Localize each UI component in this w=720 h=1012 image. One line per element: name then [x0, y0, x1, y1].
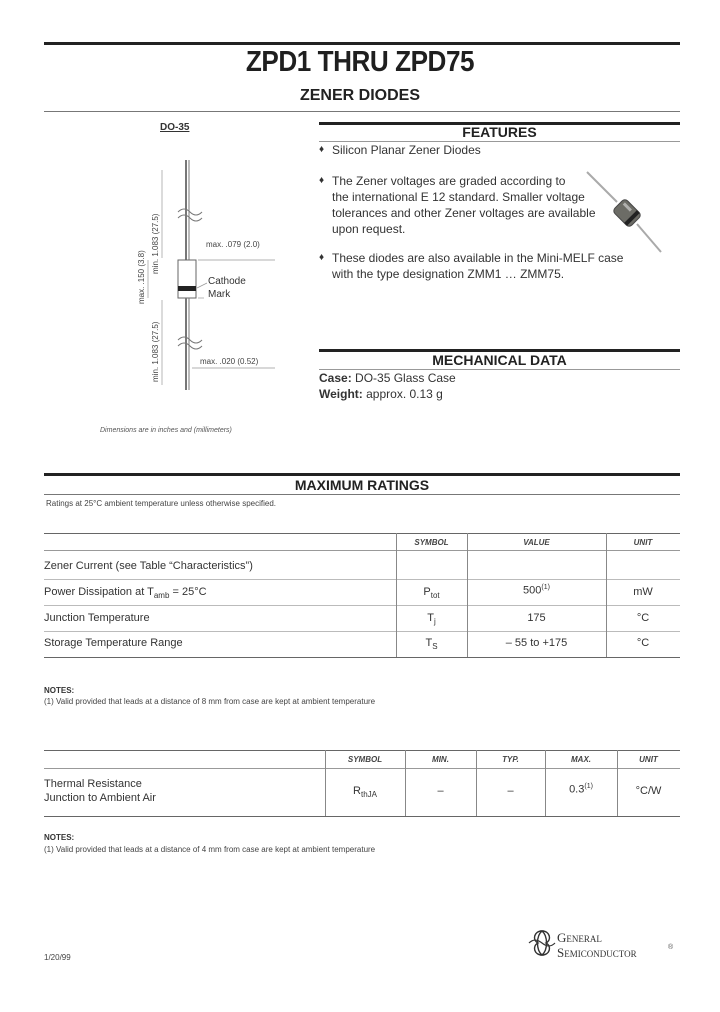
thermal-min: –: [437, 785, 444, 797]
feature-item-2: The Zener voltages are graded according to the international E 12 standard. Smaller voltage tolerances and other Zener voltages are available upon request.: [332, 174, 596, 236]
mechanical-weight: Weight: approx. 0.13 g: [319, 387, 443, 401]
dim-body-length: max. .150 (3.8): [137, 250, 146, 304]
col-min: MIN.: [432, 755, 449, 764]
logo-wordmark-line1: General: [557, 930, 602, 945]
cathode-label-line1: Cathode: [208, 276, 246, 287]
thermal-notes-text: (1) Valid provided that leads at a distance of 4 mm from case are kept at ambient temperature: [44, 845, 376, 854]
package-name: DO-35: [160, 122, 190, 133]
table-row-unit: °C: [636, 612, 650, 624]
table-row-value: 175: [527, 612, 546, 624]
feature-item-3: These diodes are also available in the Mini-MELF case with the type designation ZMM1 … ZMM75.: [332, 251, 624, 281]
footer-date: 1/20/99: [44, 953, 71, 962]
ratings-note: Ratings at 25°C ambient temperature unless otherwise specified.: [46, 499, 276, 508]
table-row-value: – 55 to +175: [505, 637, 568, 649]
page-title: ZPD1 THRU ZPD75: [245, 46, 475, 78]
table-row-unit: mW: [633, 586, 653, 598]
ratings-notes-title: NOTES:: [44, 686, 75, 695]
table-row-param: Junction Temperature: [44, 612, 150, 624]
col-unit: UNIT: [633, 538, 653, 547]
dimensions-note: Dimensions are in inches and (millimeters): [100, 427, 232, 434]
col-typ: TYP.: [502, 755, 519, 764]
dim-lead-diameter: max. .020 (0.52): [200, 357, 259, 366]
subtitle-rule: [44, 111, 680, 112]
dim-lead-bottom: min. 1.083 (27.5): [151, 321, 160, 382]
ratings-notes-text: (1) Valid provided that leads at a distance of 8 mm from case are kept at ambient temperature: [44, 697, 376, 706]
col-max: MAX.: [571, 755, 591, 764]
bullet-icon: ♦: [319, 144, 325, 155]
top-rule: [44, 42, 680, 45]
features-heading: FEATURES: [462, 124, 537, 140]
thermal-max: 0.3$^{(1)}$: [569, 783, 593, 796]
mechanical-case: Case: DO-35 Glass Case: [319, 371, 456, 385]
dim-lead-top: min. 1.083 (27.5): [151, 213, 160, 274]
table-row-unit: °C: [636, 637, 650, 649]
col-value: VALUE: [523, 538, 550, 547]
cathode-label-line2: Mark: [208, 289, 231, 300]
diode-image: [585, 168, 665, 258]
ratings-underline: [44, 494, 680, 495]
ratings-heading: MAXIMUM RATINGS: [294, 477, 430, 493]
table-row-symbol: $T_j$: [427, 612, 436, 627]
thermal-param: Thermal Resistance Junction to Ambient Air: [44, 778, 156, 804]
table-row-param: Power Dissipation at $T_{amb} = 25^\circ C$: [44, 586, 207, 601]
mechanical-heading: MECHANICAL DATA: [432, 352, 567, 368]
table-row-value: 500$^{(1)}$: [523, 584, 550, 597]
thermal-typ: –: [507, 785, 514, 797]
trademark-symbol: ®: [668, 944, 674, 951]
logo-wordmark-line2: Semiconductor: [557, 945, 637, 960]
general-semiconductor-logo-icon: [525, 928, 559, 962]
ratings-rule: [44, 473, 680, 476]
bullet-icon: ♦: [319, 252, 325, 263]
bullet-icon: ♦: [319, 175, 325, 186]
col-symbol: SYMBOL: [347, 755, 383, 764]
table-row-param: Storage Temperature Range: [44, 637, 183, 649]
thermal-notes-title: NOTES:: [44, 833, 75, 842]
thermal-unit: °C/W: [635, 785, 662, 797]
feature-item-1: Silicon Planar Zener Diodes: [332, 143, 481, 157]
table-row-symbol: $T_S$: [425, 637, 438, 652]
page-subtitle: ZENER DIODES: [299, 87, 420, 104]
table-row-param: Zener Current (see Table “Characteristics”): [44, 560, 253, 572]
table-row-symbol: $P_{tot}$: [423, 586, 440, 601]
col-unit: UNIT: [639, 755, 658, 764]
col-symbol: SYMBOL: [414, 538, 449, 547]
thermal-symbol: $R_{thJA}$: [353, 785, 377, 800]
dim-body-diameter: max. .079 (2.0): [206, 240, 260, 249]
